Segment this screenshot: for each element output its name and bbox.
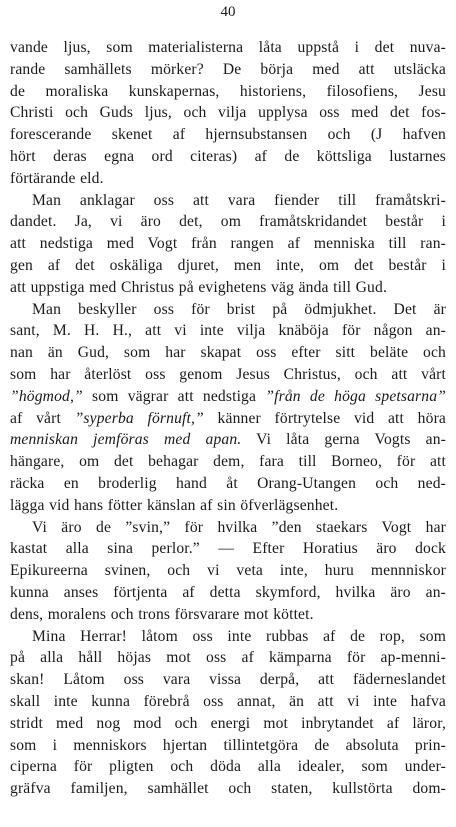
text-line: de moraliska kunskapernas, historiens, filosofiens, Jesu	[10, 82, 446, 100]
text-line: stridt med nog mod och energi mot inbrytandet af läror,	[10, 714, 446, 732]
text-line: Man beskyller oss för brist på ödmjukhet. Det är	[32, 300, 446, 318]
page-number: 40	[220, 4, 236, 20]
text-run: som vägrar att nedstiga	[82, 387, 266, 405]
text-line: vande ljus, som materialisterna låta uppstå i det nuva-	[10, 39, 446, 56]
text-line: gräfva familjen, samhället och staten, kullstörta dom-	[10, 780, 446, 798]
text-line	[10, 386, 446, 408]
text-line: Vi äro de ”svin,” för hvilka ”den staekars Vogt har	[32, 518, 446, 536]
text-line	[10, 408, 446, 430]
body-text	[10, 37, 446, 800]
text-line: skall inte kunna förebrå oss annat, än att vi inte hafva	[10, 692, 446, 710]
text-line: nan än Gud, som har skapat oss efter sitt beläte och	[10, 344, 446, 362]
text-line: gen af det oskäliga djuret, men inte, om det består i	[10, 256, 446, 274]
text-run: känner förtrytelse vid att höra	[203, 409, 446, 427]
text-line: räcka en broderlig hand åt Orang-Utangen och ned-	[10, 474, 446, 492]
text-line: att uppstiga med Christus på evighetens väg ända till Gud.	[10, 278, 387, 296]
text-line: kastat alla sina perlor.” — Efter Horatius äro dock	[10, 540, 446, 558]
italic-phrase: ”högmod,”	[10, 387, 83, 405]
text-line: rande samhällets mörker? De börja med att utsläcka	[10, 60, 446, 78]
italic-phrase: ”syperba förnuft,”	[74, 409, 204, 427]
text-line: kunna anses förtjenta af detta skymford, hvilka äro an-	[10, 583, 446, 601]
text-line: lägga vid hans fötter känslan af sin öfverlägsenhet.	[10, 496, 339, 514]
text-line: forescerande skenet af hjernsubstansen och (J hafven	[10, 126, 446, 144]
text-line: som i menniskors hjertan tillintetgöra de absoluta prin-	[10, 736, 446, 754]
text-line: dens, moralens och trons försvarare mot köttet.	[10, 605, 314, 623]
text-line: Mina Herrar! låtom oss inte rubbas af de rop, som	[32, 627, 446, 645]
text-run: af vårt	[10, 409, 75, 427]
italic-phrase: menniskan jemföras med apan.	[10, 431, 242, 449]
text-line: att nedstiga med Vogt från rangen af menniska till ran-	[10, 235, 446, 253]
text-run: Vi låta gerna Vogts an-	[241, 431, 446, 449]
text-line: på alla håll höjas mot oss af kämparna för ap-menni-	[10, 649, 446, 667]
text-line: dandet. Ja, vi äro det, om framåtskridandet består i	[10, 213, 446, 231]
text-line: hört deras egna ord citeras) af de köttsliga lustarnes	[10, 147, 446, 165]
text-line: förtärande eld.	[10, 169, 104, 187]
text-line: Epikureerna svinen, och vi veta inte, huru mennniskor	[10, 562, 446, 580]
text-line: Man anklagar oss att vara fiender till framåtskri-	[32, 191, 446, 209]
text-line: sant, M. H. H., att vi inte vilja knäböja för någon an-	[10, 322, 446, 340]
text-line: Christi och Guds ljus, och vilja upplysa oss med det fos-	[10, 104, 446, 122]
text-line: ciperna för pligten och döda alla idealer, som under-	[10, 758, 446, 776]
italic-phrase: ”från de höga spetsarna”	[265, 387, 446, 405]
text-line: skan! Låtom oss vara vissa derpå, att fäderneslandet	[10, 671, 446, 689]
text-line	[10, 429, 446, 451]
text-line: som har återlöst oss genom Jesus Christus, och att vårt	[10, 365, 446, 383]
text-line: hängare, om det behagar dem, fara till Borneo, för att	[10, 453, 446, 471]
